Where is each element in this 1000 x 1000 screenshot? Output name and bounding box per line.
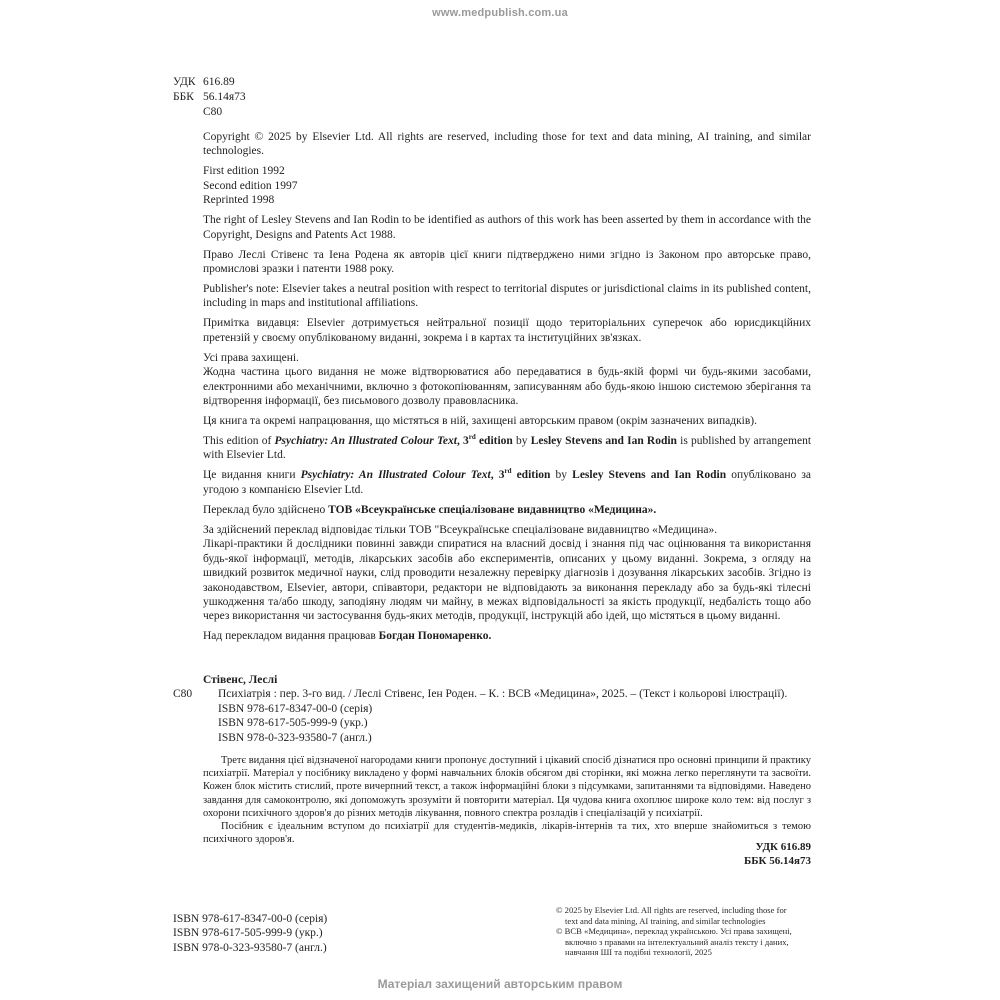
classification-block [173, 75, 246, 120]
publisher-note-english: Publisher's note: Elsevier takes a neutral position with respect to territorial disputes or jurisdictional claims in its published content, including in maps and institutional affiliations. [203, 283, 811, 310]
book-title: Psychiatry: An Illustrated Colour Text [274, 435, 457, 448]
book-title: Psychiatry: An Illustrated Colour Text [300, 469, 491, 482]
text-fragment: Це видання книги [203, 469, 301, 482]
isbn-line: ISBN 978-617-505-999-9 (укр.) [218, 717, 368, 730]
copyright-small-print [556, 905, 811, 958]
translation-responsibility: За здійснений переклад відповідає тільки ТОВ "Всеукраїнське спеціалізоване видавництво «Медицина». [203, 523, 718, 536]
copyright-line: © 2025 by Elsevier Ltd. All rights are reserved, including those for [556, 905, 787, 915]
copyright-line: © ВСВ «Медицина», переклад українською. Усі права захищені, [556, 926, 792, 937]
isbn-line: ISBN 978-617-8347-00-0 (серія) [218, 702, 373, 715]
edition-ordinal: rd [468, 433, 476, 442]
bbk-code: ББК 56.14я73 [744, 854, 811, 867]
all-rights-text: Жодна частина цього видання не може відтворюватися або передаватися в будь-якій формі чи будь-якими засобами, електронними або механічними, включно з фотокопіюванням, записуванням або будь-якою іншою системою зберігання та відтворення інформації, без письмового дозволу правовласника. [203, 366, 811, 408]
text-fragment: This edition of [203, 435, 275, 448]
edition-arrangement-ukrainian [203, 468, 811, 497]
edition-line: Reprinted 1998 [203, 194, 275, 207]
text-fragment: Переклад було здійснено [203, 503, 329, 516]
site-url[interactable]: www.medpublish.com.ua [432, 7, 568, 19]
bibliographic-description: Психіатрія : пер. 3-го вид. / Леслі Стівенс, Іен Роден. – К. : ВСВ «Медицина», 2025. – (Текст і кольорові ілюстрації). [218, 688, 788, 701]
edition-number: , 3 [456, 435, 469, 448]
copyright-page-body [203, 130, 811, 649]
classification-codes-right [611, 841, 811, 868]
protected-notice: Ця книга та окремі напрацювання, що містяться в ній, захищені авторським правом (окрім зазначених випадків). [203, 415, 757, 428]
edition-number: , 3 [490, 469, 505, 482]
copyright-line: включно з правами на інтелектуальний аналіз тексту і даних, [565, 936, 789, 947]
translation-notice [203, 503, 811, 517]
text-fragment: Над перекладом видання працював [203, 630, 379, 643]
copyright-line: text and data mining, AI training, and similar technologies [565, 915, 766, 926]
publisher-note-ukrainian: Примітка видавця: Elsevier дотримується нейтральної позиції щодо територіальних суперечок або юрисдикційних претензій у своєму опублікованому виданні, зокрема і в картах та інституційних зв'язках. [203, 317, 811, 344]
isbn-line: ISBN 978-0-323-93580-7 (англ.) [173, 941, 327, 954]
isbn-line: ISBN 978-617-505-999-9 (укр.) [173, 927, 323, 940]
edition-word: edition [475, 435, 513, 448]
translator-notice [203, 629, 811, 643]
book-authors: Lesley Stevens and Ian Rodin [530, 435, 677, 448]
isbn-list [173, 912, 327, 955]
rights-ukrainian: Право Леслі Стівенс та Іена Родена як авторів цієї книги підтверджено ними згідно із Законом про авторське право, промислові зразки і патенти 1988 року. [203, 248, 811, 276]
cutter-code: С80 [173, 688, 193, 701]
classification-value: 616.89 [203, 76, 235, 88]
copyright-line: навчання ШІ та подібні технології, 2025 [565, 947, 712, 958]
udc-code: УДК 616.89 [755, 841, 811, 853]
classification-bbk [173, 90, 246, 105]
classification-value: 56.14я73 [203, 91, 246, 103]
text-fragment: опубліковано за угодою з компанією Elsevier Ltd. [203, 469, 811, 496]
text-fragment: by [550, 469, 573, 482]
translation-publisher: ТОВ «Всеукраїнське спеціалізоване видавництво «Медицина». [328, 503, 657, 516]
all-rights-reserved [203, 351, 811, 409]
edition-line: First edition 1992 [203, 165, 285, 178]
isbn-line: ISBN 978-617-8347-00-0 (серія) [173, 913, 328, 925]
edition-ordinal: rd [504, 467, 512, 476]
classification-code: УДК [173, 76, 196, 88]
rights-english: The right of Lesley Stevens and Ian Rodin to be identified as authors of this work has been asserted by them in accordance with the Copyright, Designs and Patents Act 1988. [203, 214, 811, 241]
abstract-paragraph: Третє видання цієї відзначеної нагородами книги пропонує доступний і цікавий спосіб дізнатися про основні принципи й практику психіатрії. Матеріал у посібнику викладено у формі навчальних блоків обсягом дві сторінки, які можна легко переглянути та засвоїти. Кожен блок містить стислий, проте вичерпний текст, а також інформаційні блоки з підсумками, запитаннями та відповідями. Наведено завдання для самоконтролю, які допоможуть зрозуміти й повторити матеріал. Ця чудова книга охоплює широке коло тем: від послуг з охорони психічного здоров'я до різних методів лікування, повного спектра розладів і спеціалізацій у психіатрії. [203, 755, 811, 819]
copyright-protection-footer: Матеріал захищений авторським правом [377, 977, 623, 991]
copyright-statement: Copyright © 2025 by Elsevier Ltd. All rights are reserved, including those for text and data mining, AI training, and similar technologies. [203, 131, 811, 158]
isbn-line: ISBN 978-0-323-93580-7 (англ.) [218, 731, 372, 744]
classification-cutter [173, 105, 246, 120]
bibliographic-lines [218, 687, 811, 745]
bibliographic-author: Стівенс, Леслі [203, 674, 278, 686]
book-abstract [203, 754, 811, 846]
classification-value: С80 [203, 106, 223, 118]
all-rights-title: Усі права захищені. [203, 351, 299, 364]
classification-udc [173, 75, 246, 90]
edition-word: edition [511, 469, 551, 482]
bibliographic-entry [173, 687, 811, 745]
abstract-paragraph: Посібник є ідеальним вступом до психіатрії для студентів-медиків, лікарів-інтернів та тих, хто вперше знайомиться з темою психічного здоров'я. [203, 821, 811, 846]
disclaimer: Лікарі-практики й дослідники повинні завжди спиратися на власний досвід і знання під час оцінювання та використання будь-якої інформації, методів, лікарських засобів або експериментів, описаних у цьому виданні. Зокрема, з огляду на швидкий розвиток медичної науки, слід проводити незалежну перевірку діагнозів і дозування лікарських засобів. Згідно із законодавством, Elsevier, автори, співавтори, редактори не відповідають за виконання перекладу або за будь-які тілесні ушкодження та/або шкоду, заподіяну людям чи майну, в межах відповідальності за якість продукції, недбалість тощо або через використання чи застосування будь-яких методів, продукції, інструкцій або ідей, що містяться в цьому виданні. [203, 538, 811, 623]
text-fragment: is published by arrangement with Elsevier Ltd. [203, 435, 812, 462]
edition-line: Second edition 1997 [203, 179, 298, 192]
bibliographic-record [173, 673, 811, 745]
edition-arrangement-english [203, 434, 811, 463]
classification-code: ББК [173, 91, 194, 103]
translator-name: Богдан Пономаренко. [378, 630, 492, 643]
edition-history [203, 164, 811, 207]
text-fragment: by [512, 435, 531, 448]
book-authors: Lesley Stevens and Ian Rodin [572, 469, 727, 482]
